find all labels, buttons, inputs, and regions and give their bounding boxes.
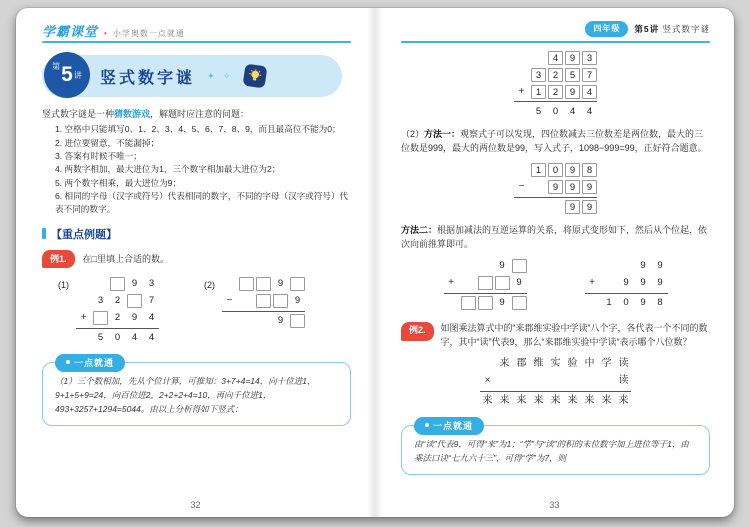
digit-cell: 9: [565, 200, 580, 214]
rule-item-4: 4. 两数字相加，最大进位为1，三个数字相加最大进位为2；: [55, 164, 281, 175]
brand-logo: 学霸课堂: [42, 24, 99, 39]
digit-cell: 来: [516, 395, 527, 407]
lightbulb-icon: [242, 64, 267, 89]
form-row: [513, 66, 598, 83]
empty-box: [256, 277, 271, 291]
book-spread: [16, 8, 734, 517]
form-row: [513, 49, 598, 66]
tips-tab: [414, 417, 484, 435]
digit-cell: 2: [548, 85, 563, 99]
form-spacer: [222, 314, 237, 328]
badge-jiang: 讲: [73, 70, 82, 80]
empty-box: [512, 259, 527, 273]
left-page-header: [42, 21, 351, 37]
tips-callout-left: [42, 357, 351, 426]
operator-sign: +: [80, 312, 87, 324]
empty-box: [256, 294, 271, 308]
tips-tab-label: 一点就通: [74, 357, 115, 368]
digit-cell: 维: [533, 358, 544, 370]
digit-cell: 0: [552, 105, 559, 117]
puzzle-2: [204, 276, 306, 347]
form-spacer: [585, 259, 600, 273]
form-row: [513, 199, 598, 216]
empty-box: [495, 276, 510, 290]
example-2-badge: 例2.: [401, 322, 434, 341]
form-spacer: [531, 374, 546, 388]
form-spacer: [76, 331, 91, 345]
digit-cell: 9: [623, 277, 629, 289]
form-row: [513, 83, 598, 100]
digit-cell: 9: [565, 163, 580, 177]
digit-cell: 来: [618, 395, 629, 407]
example-2-text: 如图乘法算式中的“来郡维实验中学读”八个字，各代表一个不同的数字，其中“读”代表9，那么“来郡维实验中学读”表示哪个八位数？: [440, 322, 708, 347]
form-spacer: [514, 51, 529, 65]
form-spacer: [497, 374, 512, 388]
digit-cell: 来: [533, 395, 544, 407]
digit-cell: 9: [277, 278, 284, 290]
form-row: [513, 103, 598, 120]
form-spacer: [582, 374, 597, 388]
section-heading: [42, 226, 351, 242]
empty-box: [239, 277, 254, 291]
tips-callout-right: [401, 420, 710, 475]
rule-item-2: 2. 进位要留意，不能漏掉；: [55, 137, 160, 148]
form-row: [443, 258, 528, 275]
digit-cell: 来: [499, 358, 510, 370]
lesson-number-badge: [44, 52, 90, 98]
form-row: [443, 275, 528, 292]
form-spacer: [239, 314, 254, 328]
page-number-right: 33: [549, 500, 560, 510]
digit-cell: 验: [567, 358, 578, 370]
operator-sign: −: [518, 181, 525, 193]
tab-dot-icon: [66, 360, 70, 364]
form-spacer: [514, 68, 529, 82]
right-page-header: [401, 21, 710, 37]
operator-sign: ×: [484, 375, 491, 387]
digit-cell: 9: [565, 51, 580, 65]
digit-cell: 9: [565, 85, 580, 99]
series-title: 小学奥数一点就通: [112, 29, 185, 38]
example-1-header: [42, 250, 351, 268]
digit-cell: 9: [582, 200, 597, 214]
form-spacer: [531, 180, 546, 194]
digit-cell: 3: [582, 51, 597, 65]
form-spacer: [461, 259, 476, 273]
empty-box: [290, 314, 305, 328]
form-row: [221, 276, 306, 293]
tips-text-left: （1）三个数相加，先从个位计算，可推知：3+7+4=14，向十位进1，9+1+5+9=24，向百位进2，2+2+2+4=10，再向千位进1，493+3257+1294=5044。由以上分析得如下竖式：: [55, 375, 316, 415]
form-spacer: [514, 105, 529, 119]
intro-text: 竖式数字谜是一种: [42, 109, 115, 119]
method-1-paragraph: [401, 128, 710, 156]
tips-tab: [55, 354, 125, 372]
digit-cell: 学: [601, 358, 612, 370]
sparkle-icon: ✦ ✧: [207, 70, 234, 81]
form-spacer: [602, 276, 617, 290]
digit-cell: 1: [531, 163, 546, 177]
digit-cell: 5: [97, 332, 104, 344]
digit-cell: 9: [657, 260, 663, 272]
right-page: [375, 8, 734, 517]
sum-line: [76, 328, 159, 329]
form-spacer: [599, 374, 614, 388]
digit-cell: 5: [565, 68, 580, 82]
operator-sign: +: [589, 277, 595, 289]
empty-box: [290, 277, 305, 291]
form-spacer: [531, 200, 546, 214]
example-2-block: [401, 322, 710, 350]
form-row: [479, 373, 632, 390]
digit-cell: 9: [640, 260, 646, 272]
digit-cell: 1: [531, 85, 546, 99]
form-spacer: [239, 294, 254, 308]
digit-cell: 来: [499, 395, 510, 407]
digit-cell: 2: [548, 68, 563, 82]
digit-cell: 9: [640, 277, 646, 289]
vertical-form-transformed-solved: [584, 258, 669, 312]
vertical-form-solution-2: [513, 162, 598, 216]
badge-di: 第: [52, 62, 61, 71]
form-spacer: [444, 259, 459, 273]
form-row: [513, 179, 598, 196]
digit-cell: 0: [623, 297, 629, 309]
digit-cell: 0: [114, 332, 121, 344]
rule-item-6: 6. 相同的字母（汉字或符号）代表相同的数字，不同的字母（汉字或符号）代表不同的数字。: [55, 190, 349, 215]
digit-cell: 4: [548, 51, 563, 65]
example-1-prompt: 在□里填上合适的数。: [82, 254, 169, 265]
form-row: [75, 276, 160, 293]
digit-cell: 来: [482, 395, 493, 407]
form-spacer: [480, 357, 495, 371]
digit-cell: 9: [548, 180, 563, 194]
form-row: [513, 162, 598, 179]
sum-line: [444, 293, 527, 294]
sum-line: [480, 391, 631, 392]
empty-box: [93, 311, 108, 325]
digit-cell: 2: [114, 312, 121, 324]
digit-cell: 9: [640, 297, 646, 309]
rule-item-3: 3. 答案有时候不唯一；: [55, 151, 142, 162]
form-row: [443, 295, 528, 312]
puzzle-1-label: (1): [58, 279, 69, 290]
rule-item-5: 5. 两个数字相乘，最大进位为9；: [55, 177, 182, 188]
operator-sign: +: [518, 85, 525, 97]
form-spacer: [548, 200, 563, 214]
empty-box: [110, 277, 125, 291]
lesson-ref-number: 第5讲: [634, 24, 660, 34]
empty-box: [273, 294, 288, 308]
sum-line: [514, 197, 597, 198]
rule-list: [55, 123, 351, 216]
digit-cell: 4: [148, 312, 155, 324]
vertical-form-transformed: [443, 258, 528, 312]
vertical-form-multiplication: [479, 356, 632, 410]
digit-cell: 郡: [516, 358, 527, 370]
vertical-form-puzzle-2: [221, 276, 306, 347]
sum-line: [585, 293, 668, 294]
form-row: [479, 356, 632, 373]
digit-cell: 来: [550, 395, 561, 407]
puzzle-1: [58, 276, 160, 347]
form-spacer: [478, 259, 493, 273]
grade-badge: 四年级: [585, 21, 628, 37]
digit-cell: 0: [548, 163, 563, 177]
form-row: [584, 258, 669, 275]
transformed-forms: [401, 258, 710, 312]
digit-cell: 4: [586, 105, 593, 117]
form-spacer: [514, 200, 529, 214]
intro-paragraph: [42, 107, 351, 121]
form-row: [75, 293, 160, 310]
badge-num: 5: [61, 63, 73, 86]
digit-cell: 1: [606, 297, 612, 309]
example-1-badge: 例1.: [42, 250, 75, 268]
tips-tab-label: 一点就通: [433, 420, 474, 431]
digit-cell: 8: [657, 297, 663, 309]
digit-cell: 4: [148, 332, 155, 344]
series-separator-dot: •: [104, 29, 107, 38]
digit-cell: 读: [618, 375, 629, 387]
section-title: 【重点例题】: [51, 228, 117, 241]
form-spacer: [444, 296, 459, 310]
digit-cell: 7: [148, 295, 155, 307]
digit-cell: 4: [569, 105, 576, 117]
tips-text-right: 由“读”代表9，可得“来”为1；“学”与“读”的积的末位数字加上进位等于1，由乘法口诀“七九六十三”，可得“学”为7，则: [414, 438, 689, 464]
digit-cell: 9: [657, 277, 663, 289]
section-bar-icon: [42, 228, 46, 239]
form-row: [221, 313, 306, 330]
digit-cell: 5: [535, 105, 542, 117]
vertical-form-solution-1: [513, 49, 598, 120]
vertical-form-puzzle-1: [75, 276, 160, 347]
digit-cell: 9: [582, 180, 597, 194]
form-spacer: [514, 163, 529, 177]
digit-cell: 9: [499, 260, 505, 272]
form-spacer: [531, 51, 546, 65]
lesson-banner: [42, 55, 342, 97]
digit-cell: 4: [131, 332, 138, 344]
method-2-label: 方法二：: [401, 224, 438, 235]
digit-cell: 9: [499, 297, 505, 309]
form-spacer: [461, 276, 476, 290]
operator-sign: +: [448, 277, 454, 289]
form-row: [221, 293, 306, 310]
page-number-left: 32: [190, 500, 201, 510]
digit-cell: 9: [277, 315, 284, 327]
intro-highlight: 猜数游戏: [114, 109, 151, 119]
empty-box: [512, 296, 527, 310]
digit-cell: 7: [582, 68, 597, 82]
empty-box: [127, 294, 142, 308]
form-spacer: [548, 374, 563, 388]
method-1-text: 观察式子可以发现，四位数减去三位数差是两位数，最大的三位数是999，最大的两位数是99，写入式子，1098−999=99，正好符合题意。: [401, 129, 707, 153]
operator-sign: −: [226, 295, 233, 307]
method-1-label: 方法一：: [424, 129, 461, 139]
form-spacer: [76, 294, 91, 308]
form-spacer: [602, 259, 617, 273]
form-row: [584, 295, 669, 312]
digit-cell: 来: [601, 395, 612, 407]
form-row: [479, 393, 632, 410]
digit-cell: 3: [531, 68, 546, 82]
form-row: [584, 275, 669, 292]
header-rule: [42, 41, 351, 43]
digit-cell: 8: [582, 163, 597, 177]
digit-cell: 9: [131, 278, 138, 290]
example-1-puzzles: [58, 276, 351, 347]
method-1-prefix: （2）: [401, 129, 425, 139]
digit-cell: 来: [567, 395, 578, 407]
digit-cell: 3: [148, 278, 155, 290]
digit-cell: 实: [550, 358, 561, 370]
form-spacer: [256, 314, 271, 328]
lesson-reference: [634, 23, 710, 35]
digit-cell: 9: [516, 277, 522, 289]
digit-cell: 中: [584, 358, 595, 370]
form-row: [75, 330, 160, 347]
method-2-paragraph: [401, 224, 710, 252]
method-2-text: 根据加减法的互逆运算的关系，将原式变形如下，然后从个位起，依次向前推算即可。: [401, 224, 708, 249]
digit-cell: 2: [114, 295, 121, 307]
lesson-title: 竖式数字谜: [100, 69, 196, 87]
header-rule: [401, 41, 710, 43]
digit-cell: 4: [582, 85, 597, 99]
form-spacer: [222, 277, 237, 291]
intro-text-tail: ，解题时应注意的问题：: [150, 109, 250, 119]
form-spacer: [93, 277, 108, 291]
digit-cell: 3: [97, 295, 104, 307]
form-spacer: [619, 259, 634, 273]
empty-box: [478, 296, 493, 310]
form-spacer: [585, 296, 600, 310]
form-spacer: [565, 374, 580, 388]
sum-line: [514, 101, 597, 102]
digit-cell: 来: [584, 395, 595, 407]
lesson-ref-title: 竖式数字谜: [662, 24, 710, 34]
empty-box: [478, 276, 493, 290]
rule-item-1: 1. 空格中只能填写0、1、2、3、4、5、6、7、8、9，而且最高位不能为0；: [55, 124, 341, 135]
tab-dot-icon: [425, 423, 429, 427]
form-row: [75, 310, 160, 327]
digit-cell: 9: [565, 180, 580, 194]
sum-line: [222, 311, 305, 312]
digit-cell: 9: [294, 295, 301, 307]
digit-cell: 读: [618, 358, 629, 370]
left-page: [16, 8, 375, 517]
digit-cell: 9: [131, 312, 138, 324]
form-spacer: [76, 277, 91, 291]
form-spacer: [514, 374, 529, 388]
empty-box: [461, 296, 476, 310]
puzzle-2-label: (2): [204, 279, 215, 290]
